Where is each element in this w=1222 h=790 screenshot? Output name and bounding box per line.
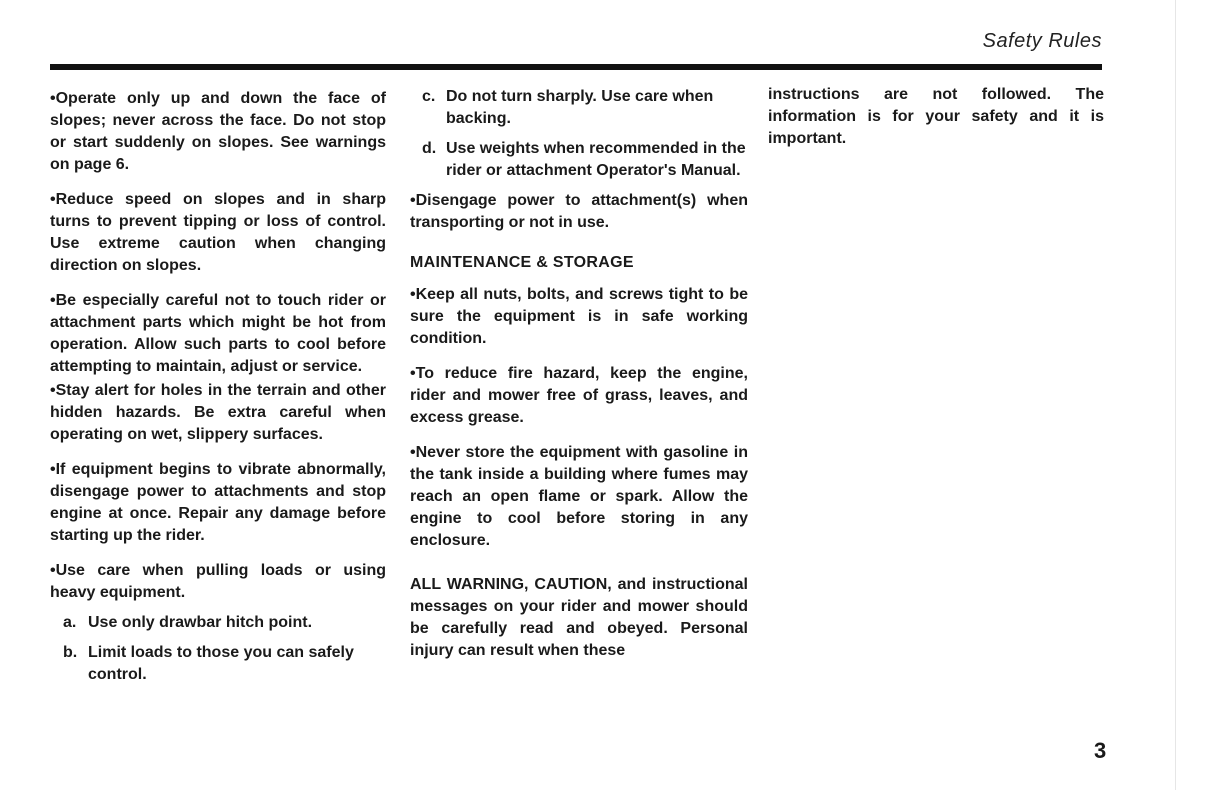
text-column-2 — [410, 86, 748, 675]
rule-hot-parts: •Be especially careful not to touch rider or attachment parts which might be hot from operation. Allow such parts to cool before attempting to maintain, adjust or service. — [50, 292, 386, 375]
sub-item-text: Use weights when recommended in the rider or attachment Operator's Manual. — [446, 140, 746, 179]
rule-slopes-direction: •Operate only up and down the face of slopes; never across the face. Do not stop or start suddenly on slopes. See warnings on page 6. — [50, 90, 386, 173]
sub-item-label: c. — [422, 88, 436, 105]
sub-item-text: Do not turn sharply. Use care when backing. — [446, 88, 714, 127]
text-column-1 — [50, 88, 386, 694]
rule-vibration: •If equipment begins to vibrate abnormally, disengage power to attachments and stop engine at once. Repair any damage before starting up the rider. — [50, 461, 386, 544]
page-number: 3 — [1094, 738, 1107, 763]
text-column-3 — [768, 84, 1104, 163]
header-divider — [50, 64, 1102, 70]
rule-disengage-power: •Disengage power to attachment(s) when transporting or not in use. — [410, 192, 748, 231]
page-header-title: Safety Rules — [982, 30, 1102, 52]
page-edge-line — [1175, 0, 1176, 790]
rule-reduce-speed: •Reduce speed on slopes and in sharp turns to prevent tipping or loss of control. Use extreme caution when changing direction on slopes. — [50, 191, 386, 274]
sub-item-text: Use only drawbar hitch point. — [88, 614, 313, 631]
warning-messages-note: ALL WARNING, CAUTION, and instructional messages on your rider and mower should be carefully read and obeyed. Personal injury can result when these — [410, 576, 748, 659]
rule-fire-hazard: •To reduce fire hazard, keep the engine, rider and mower free of grass, leaves, and excess grease. — [410, 365, 748, 426]
sub-item-label: d. — [422, 140, 437, 157]
sub-item-c — [410, 86, 748, 130]
rule-stay-alert: •Stay alert for holes in the terrain and other hidden hazards. Be extra careful when operating on wet, slippery surfaces. — [50, 382, 386, 443]
sub-item-label: a. — [63, 614, 77, 631]
sub-item-text: Limit loads to those you can safely control. — [88, 644, 354, 683]
warning-messages-continued: instructions are not followed. The information is for your safety and it is important. — [768, 86, 1104, 147]
rule-storage: •Never store the equipment with gasoline in the tank inside a building where fumes may reach an open flame or spark. Allow the engine to cool before storing in any enclosure. — [410, 444, 748, 549]
sub-item-b — [50, 642, 386, 686]
section-heading-maintenance: MAINTENANCE & STORAGE — [410, 254, 634, 271]
sub-item-a — [50, 612, 386, 634]
sub-item-d — [410, 138, 748, 182]
sub-item-label: b. — [63, 644, 78, 661]
rule-tight-fasteners: •Keep all nuts, bolts, and screws tight to be sure the equipment is in safe working condition. — [410, 286, 748, 347]
rule-pulling-loads: •Use care when pulling loads or using heavy equipment. — [50, 562, 386, 601]
